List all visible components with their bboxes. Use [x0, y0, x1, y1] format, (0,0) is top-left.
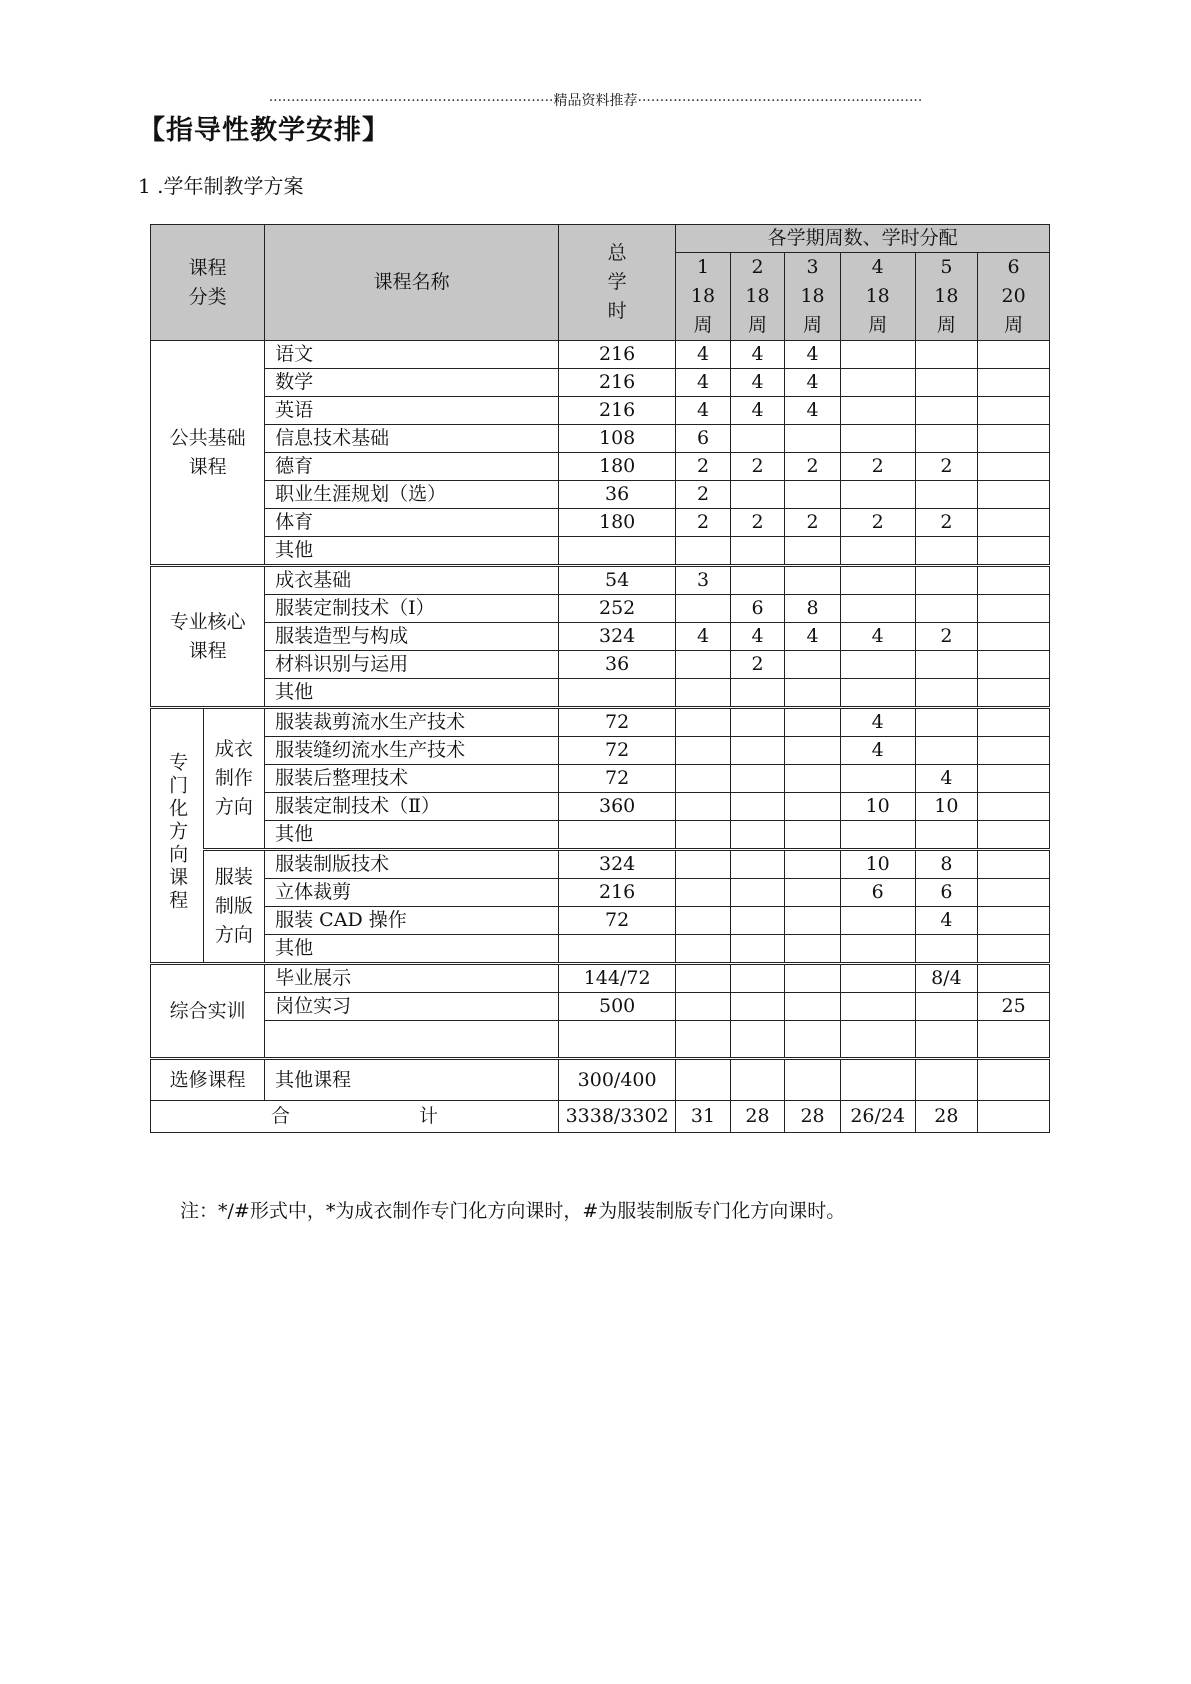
- total-hours: [559, 935, 676, 964]
- semester-1-hours: 2: [676, 453, 731, 481]
- table-row: [151, 964, 1050, 993]
- semester-5-hours: [915, 935, 978, 964]
- table-row: [151, 708, 1050, 737]
- table-row: [151, 679, 1050, 708]
- semester-1-hours: [676, 737, 731, 765]
- table-row: [151, 341, 1050, 369]
- semester-4-hours: 6: [840, 879, 915, 907]
- total-hours: [559, 1021, 676, 1059]
- semester-2-hours: 2: [730, 509, 785, 537]
- semester-2-hours: [730, 737, 785, 765]
- table-row: [151, 737, 1050, 765]
- table-row: [151, 1059, 1050, 1101]
- semester-6-hours: [978, 481, 1050, 509]
- course-name: 材料识别与运用: [265, 651, 559, 679]
- semester-1-hours: [676, 1059, 731, 1101]
- table-row: [151, 651, 1050, 679]
- semester-5-hours: [915, 737, 978, 765]
- table-row: [151, 595, 1050, 623]
- semester-5-hours: [915, 651, 978, 679]
- semester-3-hours: [785, 935, 841, 964]
- table-row: [151, 453, 1050, 481]
- semester-2-hours: 4: [730, 369, 785, 397]
- semester-2-hours: [730, 679, 785, 708]
- semester-5-hours: 6: [915, 879, 978, 907]
- semester-2-hours: [730, 935, 785, 964]
- table-row: [151, 850, 1050, 879]
- semester-3-hours: [785, 1021, 841, 1059]
- semester-3-hours: [785, 993, 841, 1021]
- semester-4-hours: 4: [840, 737, 915, 765]
- semester-2-hours: [730, 879, 785, 907]
- semester-6-hours: [978, 595, 1050, 623]
- semester-5-hours: 8/4: [915, 964, 978, 993]
- semester-1-hours: [676, 793, 731, 821]
- semester-3-hours: [785, 537, 841, 566]
- semester-3-hours: [785, 907, 841, 935]
- course-name: 岗位实习: [265, 993, 559, 1021]
- semester-4-hours: [840, 821, 915, 850]
- total-hours: 324: [559, 623, 676, 651]
- total-hours: 324: [559, 850, 676, 879]
- semester-4-hours: 2: [840, 453, 915, 481]
- table-row: [151, 537, 1050, 566]
- total-hours: 72: [559, 708, 676, 737]
- semester-5-hours: [915, 341, 978, 369]
- course-name: 服装缝纫流水生产技术: [265, 737, 559, 765]
- total-hours: 500: [559, 993, 676, 1021]
- course-name: 德育: [265, 453, 559, 481]
- course-name: 其他: [265, 537, 559, 566]
- semester-5-hours: [915, 425, 978, 453]
- semester-1-hours: 4: [676, 341, 731, 369]
- semester-1-hours: 4: [676, 369, 731, 397]
- semester-4-hours: [840, 425, 915, 453]
- header-semester-6: 6 20 周: [978, 253, 1050, 341]
- semester-6-hours: [978, 1059, 1050, 1101]
- semester-4-hours: [840, 595, 915, 623]
- semester-3-hours: [785, 566, 841, 595]
- semester-3-hours: 4: [785, 623, 841, 651]
- semester-3-hours: [785, 651, 841, 679]
- semester-5-hours: [915, 397, 978, 425]
- semester-4-hours: [840, 765, 915, 793]
- semester-1-hours: [676, 907, 731, 935]
- semester-2-hours: [730, 907, 785, 935]
- grand-total-hours: 3338/3302: [559, 1101, 676, 1133]
- semester-3-hours: 2: [785, 453, 841, 481]
- header-category: 课程 分类: [151, 225, 265, 341]
- total-hours: 144/72: [559, 964, 676, 993]
- semester-3-hours: [785, 793, 841, 821]
- semester-5-hours: 2: [915, 623, 978, 651]
- semester-1-hours: [676, 821, 731, 850]
- header-banner-text: 精品资料推荐: [553, 93, 638, 109]
- course-name: 服装 CAD 操作: [265, 907, 559, 935]
- semester-2-hours: [730, 993, 785, 1021]
- semester-3-hours: [785, 879, 841, 907]
- semester-6-hours: [978, 907, 1050, 935]
- semester-4-hours: [840, 341, 915, 369]
- course-name: 毕业展示: [265, 964, 559, 993]
- semester-6-hours: [978, 850, 1050, 879]
- course-name: 语文: [265, 341, 559, 369]
- teaching-plan-table: [150, 224, 1050, 1133]
- table-row: [151, 369, 1050, 397]
- group-pattern-making: 服装制版方向: [203, 850, 265, 964]
- semester-6-hours: [978, 566, 1050, 595]
- semester-6-hours: [978, 708, 1050, 737]
- semester-1-total: 31: [676, 1101, 731, 1133]
- course-name: 信息技术基础: [265, 425, 559, 453]
- semester-3-total: 28: [785, 1101, 841, 1133]
- semester-2-hours: [730, 425, 785, 453]
- semester-4-hours: 2: [840, 509, 915, 537]
- semester-6-hours: [978, 537, 1050, 566]
- semester-4-hours: [840, 993, 915, 1021]
- semester-3-hours: [785, 481, 841, 509]
- table-row: [151, 481, 1050, 509]
- total-hours: [559, 821, 676, 850]
- semester-4-hours: [840, 651, 915, 679]
- course-name: 其他: [265, 821, 559, 850]
- semester-2-hours: [730, 821, 785, 850]
- semester-4-hours: [840, 369, 915, 397]
- semester-3-hours: [785, 425, 841, 453]
- total-hours: 72: [559, 907, 676, 935]
- semester-1-hours: [676, 651, 731, 679]
- semester-5-hours: [915, 821, 978, 850]
- total-row: [151, 1101, 1050, 1133]
- semester-5-hours: 2: [915, 509, 978, 537]
- semester-6-hours: [978, 679, 1050, 708]
- semester-6-hours: [978, 879, 1050, 907]
- header-semester-5: 5 18 周: [915, 253, 978, 341]
- course-name: 体育: [265, 509, 559, 537]
- semester-4-hours: [840, 679, 915, 708]
- semester-5-hours: 8: [915, 850, 978, 879]
- course-name: 成衣基础: [265, 566, 559, 595]
- course-name: 职业生涯规划（选）: [265, 481, 559, 509]
- semester-4-hours: 4: [840, 708, 915, 737]
- header-semester-3: 3 18 周: [785, 253, 841, 341]
- semester-6-total: [978, 1101, 1050, 1133]
- course-name: 其他课程: [265, 1059, 559, 1101]
- header-course-name: 课程名称: [265, 225, 559, 341]
- total-hours: 108: [559, 425, 676, 453]
- semester-2-hours: [730, 537, 785, 566]
- total-hours: [559, 537, 676, 566]
- semester-1-hours: [676, 1021, 731, 1059]
- semester-6-hours: [978, 821, 1050, 850]
- table-row: [151, 623, 1050, 651]
- semester-1-hours: 3: [676, 566, 731, 595]
- table-row: [151, 765, 1050, 793]
- total-hours: 360: [559, 793, 676, 821]
- table-row: [151, 566, 1050, 595]
- semester-3-hours: [785, 765, 841, 793]
- semester-4-hours: 4: [840, 623, 915, 651]
- semester-1-hours: 2: [676, 481, 731, 509]
- group-core: 专业核心 课程: [151, 566, 265, 708]
- semester-6-hours: [978, 793, 1050, 821]
- course-name: 服装定制技术（Ⅱ）: [265, 793, 559, 821]
- total-hours: 36: [559, 651, 676, 679]
- semester-1-hours: [676, 964, 731, 993]
- course-name: 服装制版技术: [265, 850, 559, 879]
- table-row: [151, 509, 1050, 537]
- semester-4-hours: [840, 964, 915, 993]
- semester-5-hours: [915, 1021, 978, 1059]
- semester-4-hours: 10: [840, 793, 915, 821]
- page-title: 【指导性教学安排】: [138, 115, 390, 146]
- total-hours: [559, 679, 676, 708]
- semester-1-hours: 6: [676, 425, 731, 453]
- header-semester-group: 各学期周数、学时分配: [676, 225, 1050, 253]
- table-row: [151, 397, 1050, 425]
- semester-6-hours: [978, 397, 1050, 425]
- course-name: 服装后整理技术: [265, 765, 559, 793]
- semester-1-hours: 4: [676, 397, 731, 425]
- semester-2-total: 28: [730, 1101, 785, 1133]
- course-name: 其他: [265, 679, 559, 708]
- semester-6-hours: [978, 935, 1050, 964]
- semester-3-hours: [785, 850, 841, 879]
- header-semester-4: 4 18 周: [840, 253, 915, 341]
- table-row: [151, 821, 1050, 850]
- semester-3-hours: 4: [785, 369, 841, 397]
- semester-3-hours: [785, 679, 841, 708]
- total-hours: 180: [559, 509, 676, 537]
- table-row: [151, 935, 1050, 964]
- group-public-basic: 公共基础 课程: [151, 341, 265, 566]
- total-hours: 36: [559, 481, 676, 509]
- total-hours: 72: [559, 737, 676, 765]
- semester-4-hours: [840, 1021, 915, 1059]
- semester-2-hours: [730, 850, 785, 879]
- semester-1-hours: [676, 850, 731, 879]
- semester-3-hours: 8: [785, 595, 841, 623]
- semester-6-hours: 25: [978, 993, 1050, 1021]
- semester-6-hours: [978, 453, 1050, 481]
- semester-6-hours: [978, 964, 1050, 993]
- group-garment-making: 成衣制作方向: [203, 708, 265, 850]
- total-hours: 216: [559, 341, 676, 369]
- semester-3-hours: [785, 708, 841, 737]
- semester-5-hours: 2: [915, 453, 978, 481]
- semester-2-hours: [730, 1059, 785, 1101]
- semester-4-hours: [840, 397, 915, 425]
- total-hours: 300/400: [559, 1059, 676, 1101]
- semester-2-hours: 6: [730, 595, 785, 623]
- group-specialization: 专门化方向课程: [151, 708, 204, 964]
- header-semester-1: 1 18 周: [676, 253, 731, 341]
- semester-5-hours: [915, 679, 978, 708]
- semester-3-hours: [785, 1059, 841, 1101]
- semester-2-hours: 2: [730, 453, 785, 481]
- semester-6-hours: [978, 623, 1050, 651]
- total-hours: 72: [559, 765, 676, 793]
- table-row: [151, 879, 1050, 907]
- semester-5-hours: [915, 537, 978, 566]
- semester-4-hours: [840, 935, 915, 964]
- semester-1-hours: [676, 537, 731, 566]
- semester-6-hours: [978, 1021, 1050, 1059]
- semester-1-hours: [676, 765, 731, 793]
- semester-1-hours: [676, 679, 731, 708]
- semester-2-hours: [730, 566, 785, 595]
- semester-5-hours: 10: [915, 793, 978, 821]
- semester-5-hours: [915, 993, 978, 1021]
- footnote: 注：*/#形式中，*为成衣制作专门化方向课时，#为服装制版专门化方向课时。: [180, 1200, 846, 1222]
- semester-5-hours: [915, 481, 978, 509]
- semester-2-hours: 4: [730, 341, 785, 369]
- header-banner: ································································精品资料推荐································································: [268, 93, 923, 109]
- semester-5-hours: [915, 595, 978, 623]
- semester-4-hours: [840, 566, 915, 595]
- semester-5-hours: [915, 1059, 978, 1101]
- semester-5-hours: [915, 369, 978, 397]
- course-name: 服装造型与构成: [265, 623, 559, 651]
- semester-3-hours: 4: [785, 397, 841, 425]
- table-row: [151, 793, 1050, 821]
- semester-2-hours: 4: [730, 623, 785, 651]
- semester-3-hours: [785, 737, 841, 765]
- semester-6-hours: [978, 341, 1050, 369]
- semester-6-hours: [978, 369, 1050, 397]
- course-name: 服装定制技术（Ⅰ）: [265, 595, 559, 623]
- semester-1-hours: [676, 993, 731, 1021]
- course-name: [265, 1021, 559, 1059]
- semester-3-hours: 2: [785, 509, 841, 537]
- table-row: [151, 425, 1050, 453]
- semester-2-hours: [730, 481, 785, 509]
- semester-6-hours: [978, 765, 1050, 793]
- semester-1-hours: 2: [676, 509, 731, 537]
- semester-5-hours: 4: [915, 765, 978, 793]
- semester-6-hours: [978, 425, 1050, 453]
- course-name: 立体裁剪: [265, 879, 559, 907]
- section-subtitle: 1 .学年制教学方案: [138, 174, 304, 198]
- semester-3-hours: [785, 821, 841, 850]
- semester-4-hours: 10: [840, 850, 915, 879]
- group-practice: 综合实训: [151, 964, 265, 1059]
- header-semester-2: 2 18 周: [730, 253, 785, 341]
- course-name: 服装裁剪流水生产技术: [265, 708, 559, 737]
- semester-6-hours: [978, 737, 1050, 765]
- semester-5-hours: [915, 708, 978, 737]
- semester-1-hours: [676, 708, 731, 737]
- semester-2-hours: 4: [730, 397, 785, 425]
- total-hours: 252: [559, 595, 676, 623]
- total-hours: 216: [559, 369, 676, 397]
- semester-2-hours: [730, 765, 785, 793]
- semester-2-hours: [730, 793, 785, 821]
- semester-2-hours: 2: [730, 651, 785, 679]
- total-hours: 216: [559, 879, 676, 907]
- course-name: 数学: [265, 369, 559, 397]
- course-name: 其他: [265, 935, 559, 964]
- semester-5-total: 28: [915, 1101, 978, 1133]
- group-elective: 选修课程: [151, 1059, 265, 1101]
- semester-1-hours: 4: [676, 623, 731, 651]
- table-row: [151, 907, 1050, 935]
- table-row: [151, 993, 1050, 1021]
- course-name: 英语: [265, 397, 559, 425]
- semester-4-total: 26/24: [840, 1101, 915, 1133]
- semester-2-hours: [730, 1021, 785, 1059]
- semester-4-hours: [840, 907, 915, 935]
- total-hours: 180: [559, 453, 676, 481]
- semester-1-hours: [676, 595, 731, 623]
- semester-2-hours: [730, 964, 785, 993]
- semester-6-hours: [978, 651, 1050, 679]
- semester-1-hours: [676, 935, 731, 964]
- semester-3-hours: [785, 964, 841, 993]
- header-total-hours: 总 学 时: [559, 225, 676, 341]
- semester-3-hours: 4: [785, 341, 841, 369]
- semester-4-hours: [840, 537, 915, 566]
- semester-6-hours: [978, 509, 1050, 537]
- total-hours: 54: [559, 566, 676, 595]
- semester-1-hours: [676, 879, 731, 907]
- semester-4-hours: [840, 1059, 915, 1101]
- semester-5-hours: [915, 566, 978, 595]
- total-hours: 216: [559, 397, 676, 425]
- semester-5-hours: 4: [915, 907, 978, 935]
- semester-4-hours: [840, 481, 915, 509]
- total-label: 合 计: [151, 1101, 559, 1133]
- semester-2-hours: [730, 708, 785, 737]
- table-row: [151, 1021, 1050, 1059]
